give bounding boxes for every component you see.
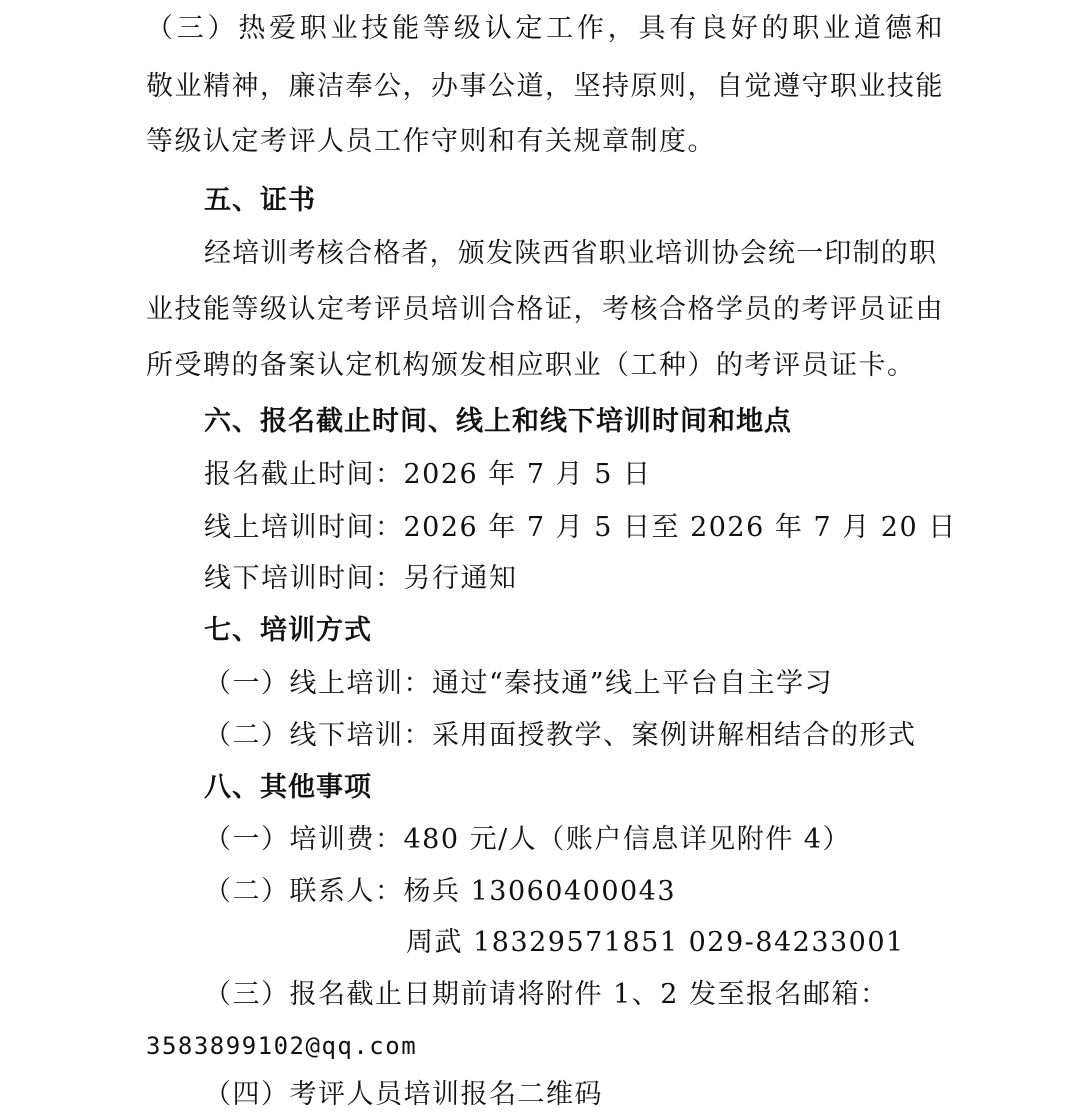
paragraph-line: （三）热爱职业技能等级认定工作，具有良好的职业道德和 bbox=[146, 13, 944, 44]
paragraph-line: 所受聘的备案认定机构颁发相应职业（工种）的考评员证卡。 bbox=[146, 350, 916, 381]
registration-email[interactable]: 3583899102@qq.com bbox=[146, 1032, 418, 1060]
method-online: （一）线上培训：通过“秦技通”线上平台自主学习 bbox=[204, 668, 834, 699]
paragraph-line: 业技能等级认定考评员培训合格证，考核合格学员的考评员证由 bbox=[146, 294, 944, 325]
paragraph-line: 敬业精神，廉洁奉公，办事公道，坚持原则，自觉遵守职业技能 bbox=[146, 71, 944, 102]
online-training-time: 线上培训时间：2026 年 7 月 5 日至 2026 年 7 月 20 日 bbox=[204, 512, 957, 543]
offline-training-time: 线下培训时间：另行通知 bbox=[204, 563, 518, 594]
contact-person-1: （二）联系人：杨兵 13060400043 bbox=[204, 876, 677, 907]
section-heading-other: 八、其他事项 bbox=[204, 772, 372, 803]
section-heading-certificate: 五、证书 bbox=[204, 185, 316, 216]
training-fee: （一）培训费：480 元/人（账户信息详见附件 4） bbox=[204, 824, 851, 855]
submission-instruction: （三）报名截止日期前请将附件 1、2 发至报名邮箱： bbox=[204, 979, 889, 1010]
paragraph-line: 经培训考核合格者，颁发陕西省职业培训协会统一印制的职 bbox=[204, 238, 938, 269]
method-offline: （二）线下培训：采用面授教学、案例讲解相结合的形式 bbox=[204, 720, 917, 751]
contact-person-2: 周武 18329571851 029-84233001 bbox=[406, 927, 905, 958]
paragraph-line: 等级认定考评人员工作守则和有关规章制度。 bbox=[146, 126, 716, 157]
deadline-line: 报名截止时间：2026 年 7 月 5 日 bbox=[204, 459, 652, 490]
section-heading-schedule: 六、报名截止时间、线上和线下培训时间和地点 bbox=[204, 406, 792, 437]
section-heading-method: 七、培训方式 bbox=[204, 615, 372, 646]
registration-qr-caption: （四）考评人员培训报名二维码 bbox=[204, 1079, 603, 1110]
